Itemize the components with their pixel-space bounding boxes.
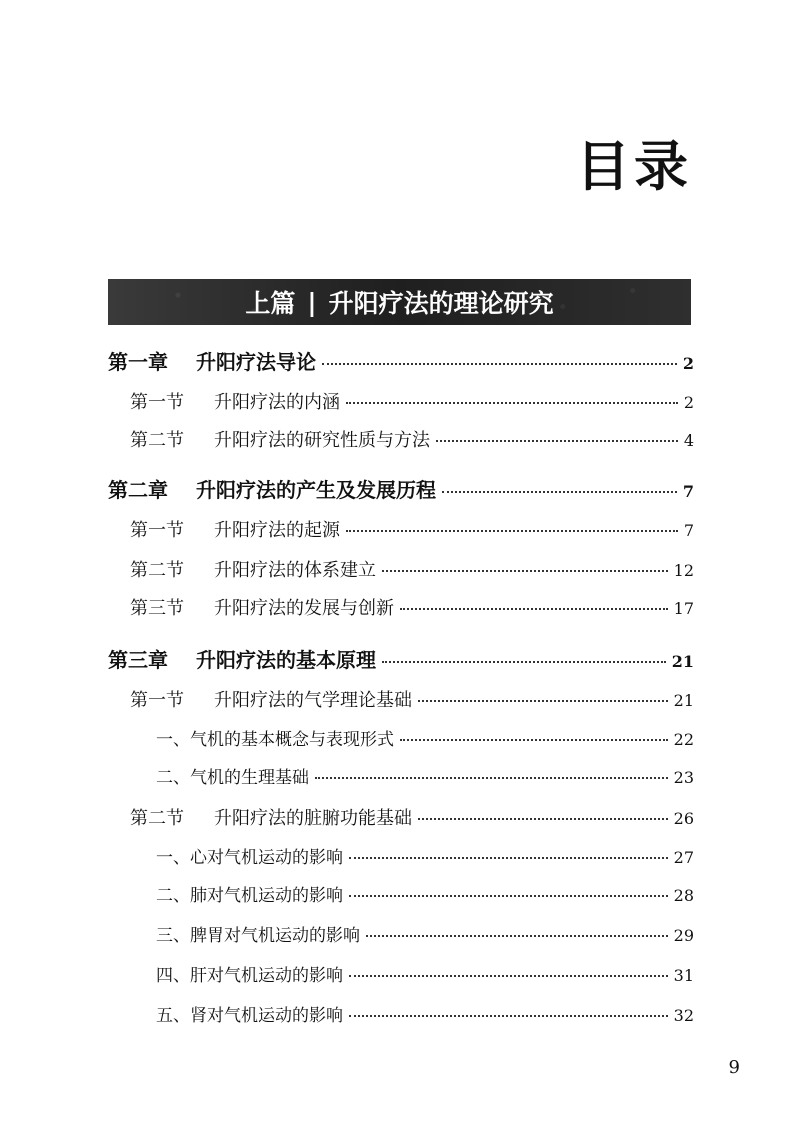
toc-entry-title: 升阳疗法的内涵	[214, 392, 340, 413]
toc-entry-label	[156, 770, 309, 787]
toc-entry-title: 升阳疗法的产生及发展历程	[196, 478, 436, 502]
toc-entry-label	[156, 888, 343, 905]
toc-entry-label	[130, 522, 340, 540]
toc-entry-number: 第二节	[130, 560, 184, 581]
page-number: 9	[728, 1057, 740, 1078]
toc-entry-item	[108, 850, 694, 867]
toc-entry-page: 7	[683, 521, 694, 540]
toc-entry-number: 第二节	[130, 430, 184, 451]
dot-leader	[346, 530, 678, 532]
toc-entry-label	[156, 968, 343, 985]
dot-leader	[418, 700, 668, 702]
toc-entry-label	[156, 1008, 343, 1025]
toc-entry-label	[108, 352, 316, 372]
toc-entry-page: 12	[673, 561, 694, 580]
toc-entry-number: 二、	[156, 886, 190, 906]
toc-entry-number: 第三章	[108, 648, 168, 672]
toc-entry-page: 27	[673, 848, 694, 867]
dot-leader	[442, 491, 677, 493]
toc-entry-number: 第三节	[130, 598, 184, 619]
toc-entry-page: 28	[673, 886, 694, 905]
toc-entry-page: 23	[673, 768, 694, 787]
dot-leader	[400, 608, 668, 610]
dot-leader	[349, 895, 668, 897]
dot-leader	[418, 818, 668, 820]
toc-entry-page: 31	[673, 966, 694, 985]
toc-entry-number: 第一节	[130, 690, 184, 711]
toc-entry-section	[108, 394, 694, 412]
toc-entry-number: 四、	[156, 966, 190, 986]
toc-entry-item	[108, 968, 694, 985]
part-name: 上篇	[245, 289, 296, 318]
toc-entry-page: 4	[683, 431, 694, 450]
toc-entry-page: 7	[682, 482, 694, 501]
toc-entry-item	[108, 732, 694, 749]
toc-entry-number: 第一章	[108, 350, 168, 374]
toc-entry-page: 21	[671, 652, 694, 671]
toc-entry-label	[108, 650, 376, 670]
toc-entry-page: 17	[673, 599, 694, 618]
toc-entry-chapter	[108, 650, 694, 670]
dot-leader	[322, 363, 677, 365]
dot-leader	[400, 739, 668, 741]
toc-entry-number: 第二章	[108, 478, 168, 502]
toc-entry-title: 升阳疗法的体系建立	[214, 560, 376, 581]
toc-entry-section	[108, 562, 694, 580]
toc-entry-item	[108, 1008, 694, 1025]
toc-entry-section	[108, 600, 694, 618]
toc-entry-number: 第一节	[130, 392, 184, 413]
dot-leader	[366, 935, 668, 937]
toc-entry-page: 2	[683, 393, 694, 412]
toc-entry-section	[108, 692, 694, 710]
dot-leader	[349, 857, 668, 859]
part-title: 升阳疗法的理论研究	[328, 289, 554, 318]
toc-entry-number: 二、	[156, 768, 190, 788]
toc-entry-title: 升阳疗法导论	[196, 350, 316, 374]
toc-entry-title: 脾胃对气机运动的影响	[190, 926, 360, 946]
toc-entry-label	[108, 480, 436, 500]
toc-entry-page: 32	[673, 1006, 694, 1025]
toc-entry-label	[156, 732, 394, 749]
toc-entry-item	[108, 888, 694, 905]
toc-entry-page: 22	[673, 730, 694, 749]
toc-entry-title: 肝对气机运动的影响	[190, 966, 343, 986]
toc-entry-item	[108, 928, 694, 945]
dot-leader	[346, 402, 678, 404]
toc-entry-title: 升阳疗法的研究性质与方法	[214, 430, 430, 451]
dot-leader	[349, 1015, 668, 1017]
toc-entry-section	[108, 432, 694, 450]
toc-entry-label	[130, 810, 412, 828]
toc-entry-title: 升阳疗法的气学理论基础	[214, 690, 412, 711]
toc-entry-title: 升阳疗法的脏腑功能基础	[214, 808, 412, 829]
toc-entry-label	[130, 692, 412, 710]
toc-entry-number: 一、	[156, 730, 190, 750]
toc-entry-number: 第二节	[130, 808, 184, 829]
toc-entry-title: 肾对气机运动的影响	[190, 1006, 343, 1026]
toc-entry-title: 升阳疗法的发展与创新	[214, 598, 394, 619]
toc-entry-page: 29	[673, 926, 694, 945]
toc-entry-label	[156, 928, 360, 945]
toc-entry-item	[108, 770, 694, 787]
toc-entry-title: 气机的生理基础	[190, 768, 309, 788]
toc-entry-page: 21	[673, 691, 694, 710]
toc-entry-section	[108, 522, 694, 540]
toc-entry-title: 气机的基本概念与表现形式	[190, 730, 394, 750]
toc-entry-number: 第一节	[130, 520, 184, 541]
part-banner	[108, 279, 691, 325]
toc-entry-title: 肺对气机运动的影响	[190, 886, 343, 906]
dot-leader	[436, 440, 678, 442]
toc-entry-number: 五、	[156, 1006, 190, 1026]
toc-entry-page: 26	[673, 809, 694, 828]
dot-leader	[382, 570, 668, 572]
toc-entry-chapter	[108, 480, 694, 500]
toc-entry-label	[156, 850, 343, 867]
dot-leader	[382, 661, 666, 663]
toc-entry-number: 一、	[156, 848, 190, 868]
toc-entry-title: 心对气机运动的影响	[190, 848, 343, 868]
part-separator: |	[307, 287, 317, 317]
toc-entry-section	[108, 810, 694, 828]
page-title: 目录	[576, 135, 692, 198]
toc-entry-title: 升阳疗法的基本原理	[196, 648, 376, 672]
toc-entry-label	[130, 600, 394, 618]
toc-entry-number: 三、	[156, 926, 190, 946]
toc-entry-label	[130, 432, 430, 450]
toc-entry-label	[130, 562, 376, 580]
toc-entry-chapter	[108, 352, 694, 372]
toc-entry-label	[130, 394, 340, 412]
dot-leader	[349, 975, 668, 977]
dot-leader	[315, 777, 668, 779]
toc-entry-title: 升阳疗法的起源	[214, 520, 340, 541]
toc-entry-page: 2	[682, 354, 694, 373]
